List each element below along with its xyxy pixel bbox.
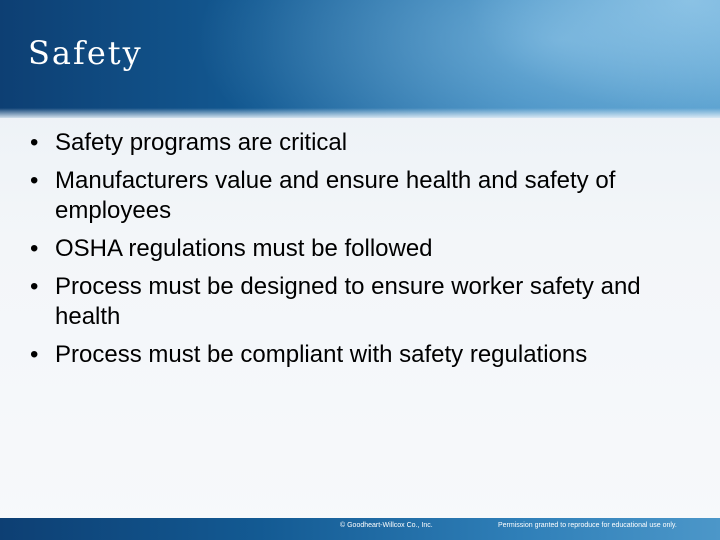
bullet-text: Process must be compliant with safety regulations (55, 341, 588, 368)
bullet-item (30, 166, 700, 226)
bullet-icon: • (30, 167, 39, 194)
bullet-item (30, 340, 700, 370)
footer-copyright: © Goodheart-Willcox Co., Inc. (340, 522, 433, 529)
bullet-text: Manufacturers value and ensure health and safety of employees (55, 167, 616, 224)
bullet-item (30, 272, 700, 332)
bullet-icon: • (30, 273, 39, 300)
bullet-item (30, 234, 700, 264)
bullet-icon: • (30, 235, 39, 262)
bullet-text: OSHA regulations must be followed (55, 235, 433, 262)
footer-permission: Permission granted to reproduce for educational use only. (498, 522, 677, 529)
bullet-item (30, 128, 700, 158)
footer-bar (0, 518, 720, 540)
title-bar (0, 0, 720, 118)
bullet-list (30, 128, 700, 378)
bullet-icon: • (30, 341, 39, 368)
slide-title: Safety (28, 34, 143, 72)
bullet-icon: • (30, 129, 39, 156)
bullet-text: Process must be designed to ensure worker safety and health (55, 273, 641, 330)
bullet-text: Safety programs are critical (55, 129, 348, 156)
